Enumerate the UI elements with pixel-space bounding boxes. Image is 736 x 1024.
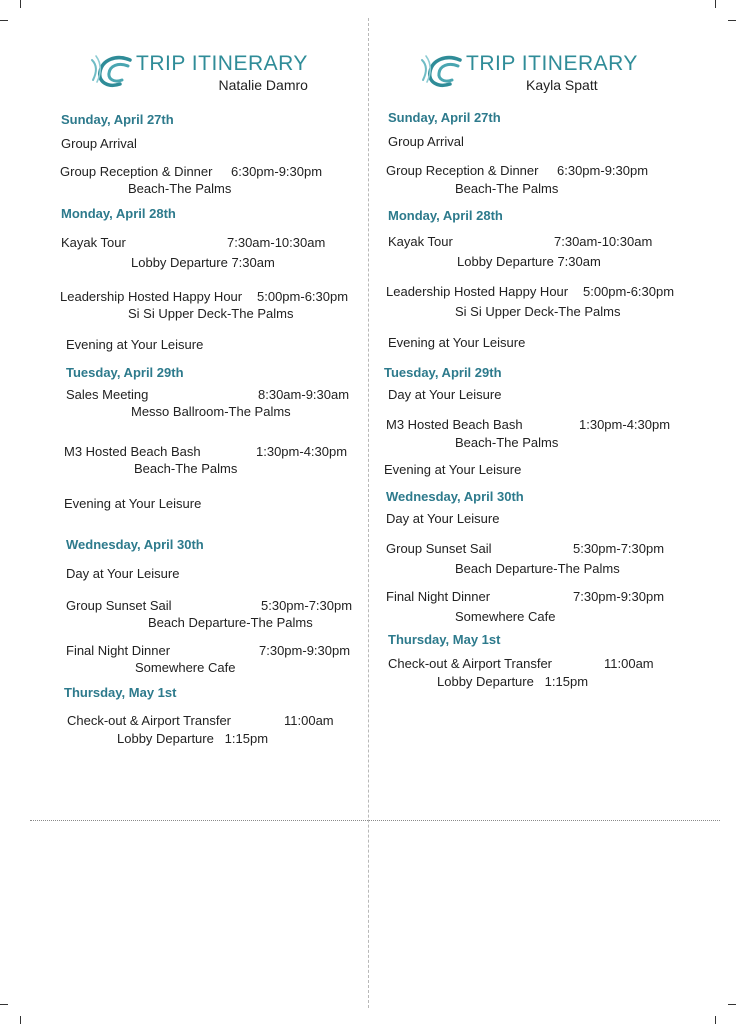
activity-label: Evening at Your Leisure [64, 496, 202, 511]
activity-label: M3 Hosted Beach Bash [386, 417, 523, 432]
activity-time: 7:30pm-9:30pm [573, 589, 665, 604]
activity-label: Day at Your Leisure [388, 387, 502, 402]
day-heading: Monday, April 28th [61, 206, 176, 221]
activity-label: Kayak Tour [61, 235, 126, 250]
day-heading: Thursday, May 1st [388, 632, 501, 647]
activity-time: 7:30am-10:30am [554, 234, 653, 249]
activity-label: Check-out & Airport Transfer [67, 713, 232, 728]
wave-logo-icon [90, 52, 134, 92]
activity-location: Messo Ballroom-The Palms [131, 404, 291, 419]
day-heading: Monday, April 28th [388, 208, 503, 223]
traveler-name: Kayla Spatt [526, 77, 598, 93]
activity-label: Group Reception & Dinner [386, 163, 539, 178]
activity-time: 5:30pm-7:30pm [261, 598, 353, 613]
day-heading: Wednesday, April 30th [66, 537, 204, 552]
wave-logo-icon [420, 52, 464, 92]
activity-time: 1:30pm-4:30pm [579, 417, 671, 432]
activity-location: Si Si Upper Deck-The Palms [455, 304, 621, 319]
crop-mark [728, 1004, 736, 1005]
activity-label: Group Arrival [388, 134, 464, 149]
activity-location: Lobby Departure 1:15pm [117, 731, 269, 746]
activity-location: Beach-The Palms [134, 461, 238, 476]
trip-itinerary-title: TRIP ITINERARY [466, 52, 638, 75]
day-heading: Wednesday, April 30th [386, 489, 524, 504]
activity-time: 6:30pm-9:30pm [557, 163, 649, 178]
activity-label: Evening at Your Leisure [384, 462, 522, 477]
activity-time: 5:00pm-6:30pm [257, 289, 349, 304]
activity-label: Leadership Hosted Happy Hour [386, 284, 569, 299]
activity-time: 11:00am [284, 713, 334, 728]
activity-time: 8:30am-9:30am [258, 387, 350, 402]
day-heading: Sunday, April 27th [388, 110, 501, 125]
activity-time: 1:30pm-4:30pm [256, 444, 348, 459]
activity-label: M3 Hosted Beach Bash [64, 444, 201, 459]
activity-time: 7:30pm-9:30pm [259, 643, 351, 658]
day-heading: Tuesday, April 29th [384, 365, 502, 380]
activity-location: Beach Departure-The Palms [455, 561, 620, 576]
day-heading: Thursday, May 1st [64, 685, 177, 700]
activity-label: Group Arrival [61, 136, 137, 151]
activity-location: Lobby Departure 1:15pm [437, 674, 589, 689]
activity-time: 5:30pm-7:30pm [573, 541, 665, 556]
activity-location: Beach Departure-The Palms [148, 615, 313, 630]
activity-label: Final Night Dinner [386, 589, 491, 604]
itinerary-card-right [368, 0, 708, 800]
activity-label: Leadership Hosted Happy Hour [60, 289, 243, 304]
activity-location: Lobby Departure 7:30am [131, 255, 275, 270]
activity-location: Somewhere Cafe [455, 609, 556, 624]
activity-label: Sales Meeting [66, 387, 149, 402]
crop-mark [715, 0, 716, 8]
activity-label: Group Sunset Sail [66, 598, 172, 613]
activity-time: 6:30pm-9:30pm [231, 164, 323, 179]
activity-time: 7:30am-10:30am [227, 235, 326, 250]
header-logo [90, 52, 308, 94]
header-logo [420, 52, 638, 94]
activity-location: Beach-The Palms [455, 435, 559, 450]
activity-label: Day at Your Leisure [66, 566, 180, 581]
activity-label: Check-out & Airport Transfer [388, 656, 553, 671]
activity-label: Group Reception & Dinner [60, 164, 213, 179]
crop-mark [0, 1004, 8, 1005]
activity-label: Kayak Tour [388, 234, 453, 249]
activity-location: Beach-The Palms [455, 181, 559, 196]
crop-mark [728, 20, 736, 21]
activity-location: Somewhere Cafe [135, 660, 236, 675]
crop-mark [20, 1016, 21, 1024]
activity-location: Lobby Departure 7:30am [457, 254, 601, 269]
activity-label: Evening at Your Leisure [66, 337, 204, 352]
horizontal-cut-line [30, 820, 720, 821]
itinerary-card-left [0, 0, 353, 800]
activity-label: Day at Your Leisure [386, 511, 500, 526]
activity-time: 5:00pm-6:30pm [583, 284, 675, 299]
crop-mark [715, 1016, 716, 1024]
activity-label: Final Night Dinner [66, 643, 171, 658]
trip-itinerary-title: TRIP ITINERARY [136, 52, 308, 75]
activity-location: Beach-The Palms [128, 181, 232, 196]
day-heading: Sunday, April 27th [61, 112, 174, 127]
activity-time: 11:00am [604, 656, 654, 671]
traveler-name: Natalie Damro [218, 77, 308, 93]
activity-label: Group Sunset Sail [386, 541, 492, 556]
day-heading: Tuesday, April 29th [66, 365, 184, 380]
activity-location: Si Si Upper Deck-The Palms [128, 306, 294, 321]
activity-label: Evening at Your Leisure [388, 335, 526, 350]
